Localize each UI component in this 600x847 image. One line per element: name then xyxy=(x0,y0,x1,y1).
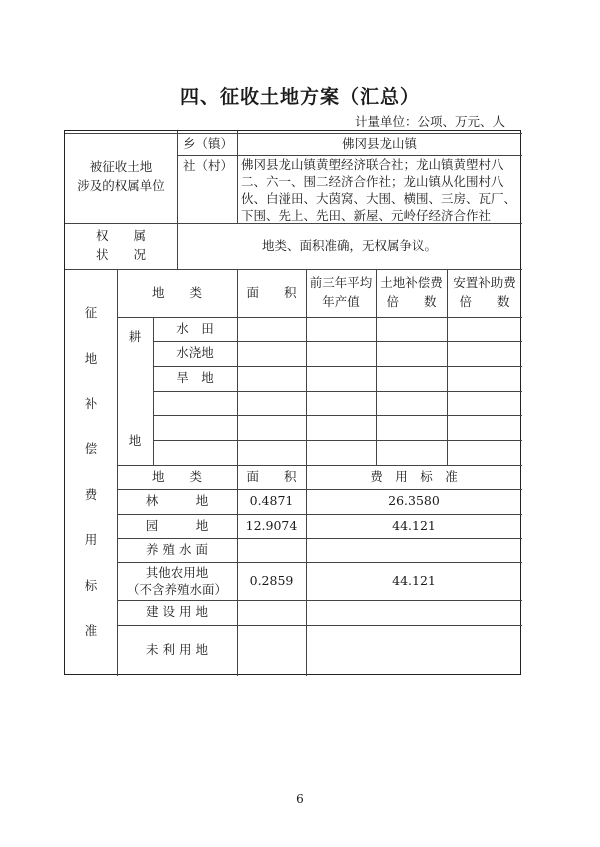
header-avg-output: 前三年平均 年产值 xyxy=(309,275,373,309)
cost-row-type: 林 地 xyxy=(145,493,209,509)
cost-row-standard: 44.121 xyxy=(392,517,436,533)
cost-header-area: 面 积 xyxy=(246,468,297,484)
cost-row-type: 园 地 xyxy=(145,517,209,533)
header-area: 面 积 xyxy=(246,284,297,300)
header-comp-multiple: 土地补偿费 倍 数 xyxy=(380,275,443,309)
ownership-value: 地类、面积准确，无权属争议。 xyxy=(261,237,437,253)
measurement-unit: 计量单位：公项、万元、人 xyxy=(354,114,505,129)
cultivated-row-paddy: 水 田 xyxy=(176,320,214,336)
land-acquisition-table xyxy=(64,130,521,675)
page-title: 四、征收土地方案（汇总） xyxy=(179,86,420,108)
compensation-side-label: 征 地 补 偿 费 用 标 准 xyxy=(84,305,98,638)
cultivated-row-irrigated: 水浇地 xyxy=(176,345,214,361)
cultivated-label-top: 耕 xyxy=(128,328,142,344)
cost-row-standard: 26.3580 xyxy=(388,493,440,509)
township-value: 佛冈县龙山镇 xyxy=(341,135,417,151)
cost-row-type: 未 利 用 地 xyxy=(146,642,208,658)
cost-header-standard: 费 用 标 准 xyxy=(370,468,458,484)
cost-row-type: 养 殖 水 面 xyxy=(146,541,208,557)
township-label: 乡（镇） xyxy=(183,135,234,151)
cost-row-area: 0.2859 xyxy=(249,572,294,588)
cultivated-label-bottom: 地 xyxy=(128,432,142,448)
cultivated-row-dry: 旱 地 xyxy=(176,370,214,386)
ownership-label: 权 属 状 况 xyxy=(95,228,146,262)
cost-row-type: 其他农用地 （不含养殖水面） xyxy=(126,564,227,597)
village-label: 社（村） xyxy=(183,158,234,173)
cost-row-area: 0.4871 xyxy=(249,493,294,509)
cost-row-type: 建 设 用 地 xyxy=(146,604,208,620)
header-land-type: 地 类 xyxy=(151,284,202,300)
page-number: 6 xyxy=(296,792,304,806)
cost-row-standard: 44.121 xyxy=(392,572,436,588)
cost-row-area: 12.9074 xyxy=(245,517,298,533)
header-resettle-multiple: 安置补助费 倍 数 xyxy=(453,275,516,309)
affected-units-label: 被征收土地 涉及的权属单位 xyxy=(77,159,165,193)
village-value: 佛冈县龙山镇黄塱经济联合社；龙山镇黄塱村八二、六一、围二经济合作社；龙山镇从化围村八伙、白湴田、大茵窝、大围、横围、三房、瓦厂、下围、先上、先田、新屋、元岭仔经济合作社 xyxy=(241,157,517,223)
cost-header-land-type: 地 类 xyxy=(151,468,202,484)
